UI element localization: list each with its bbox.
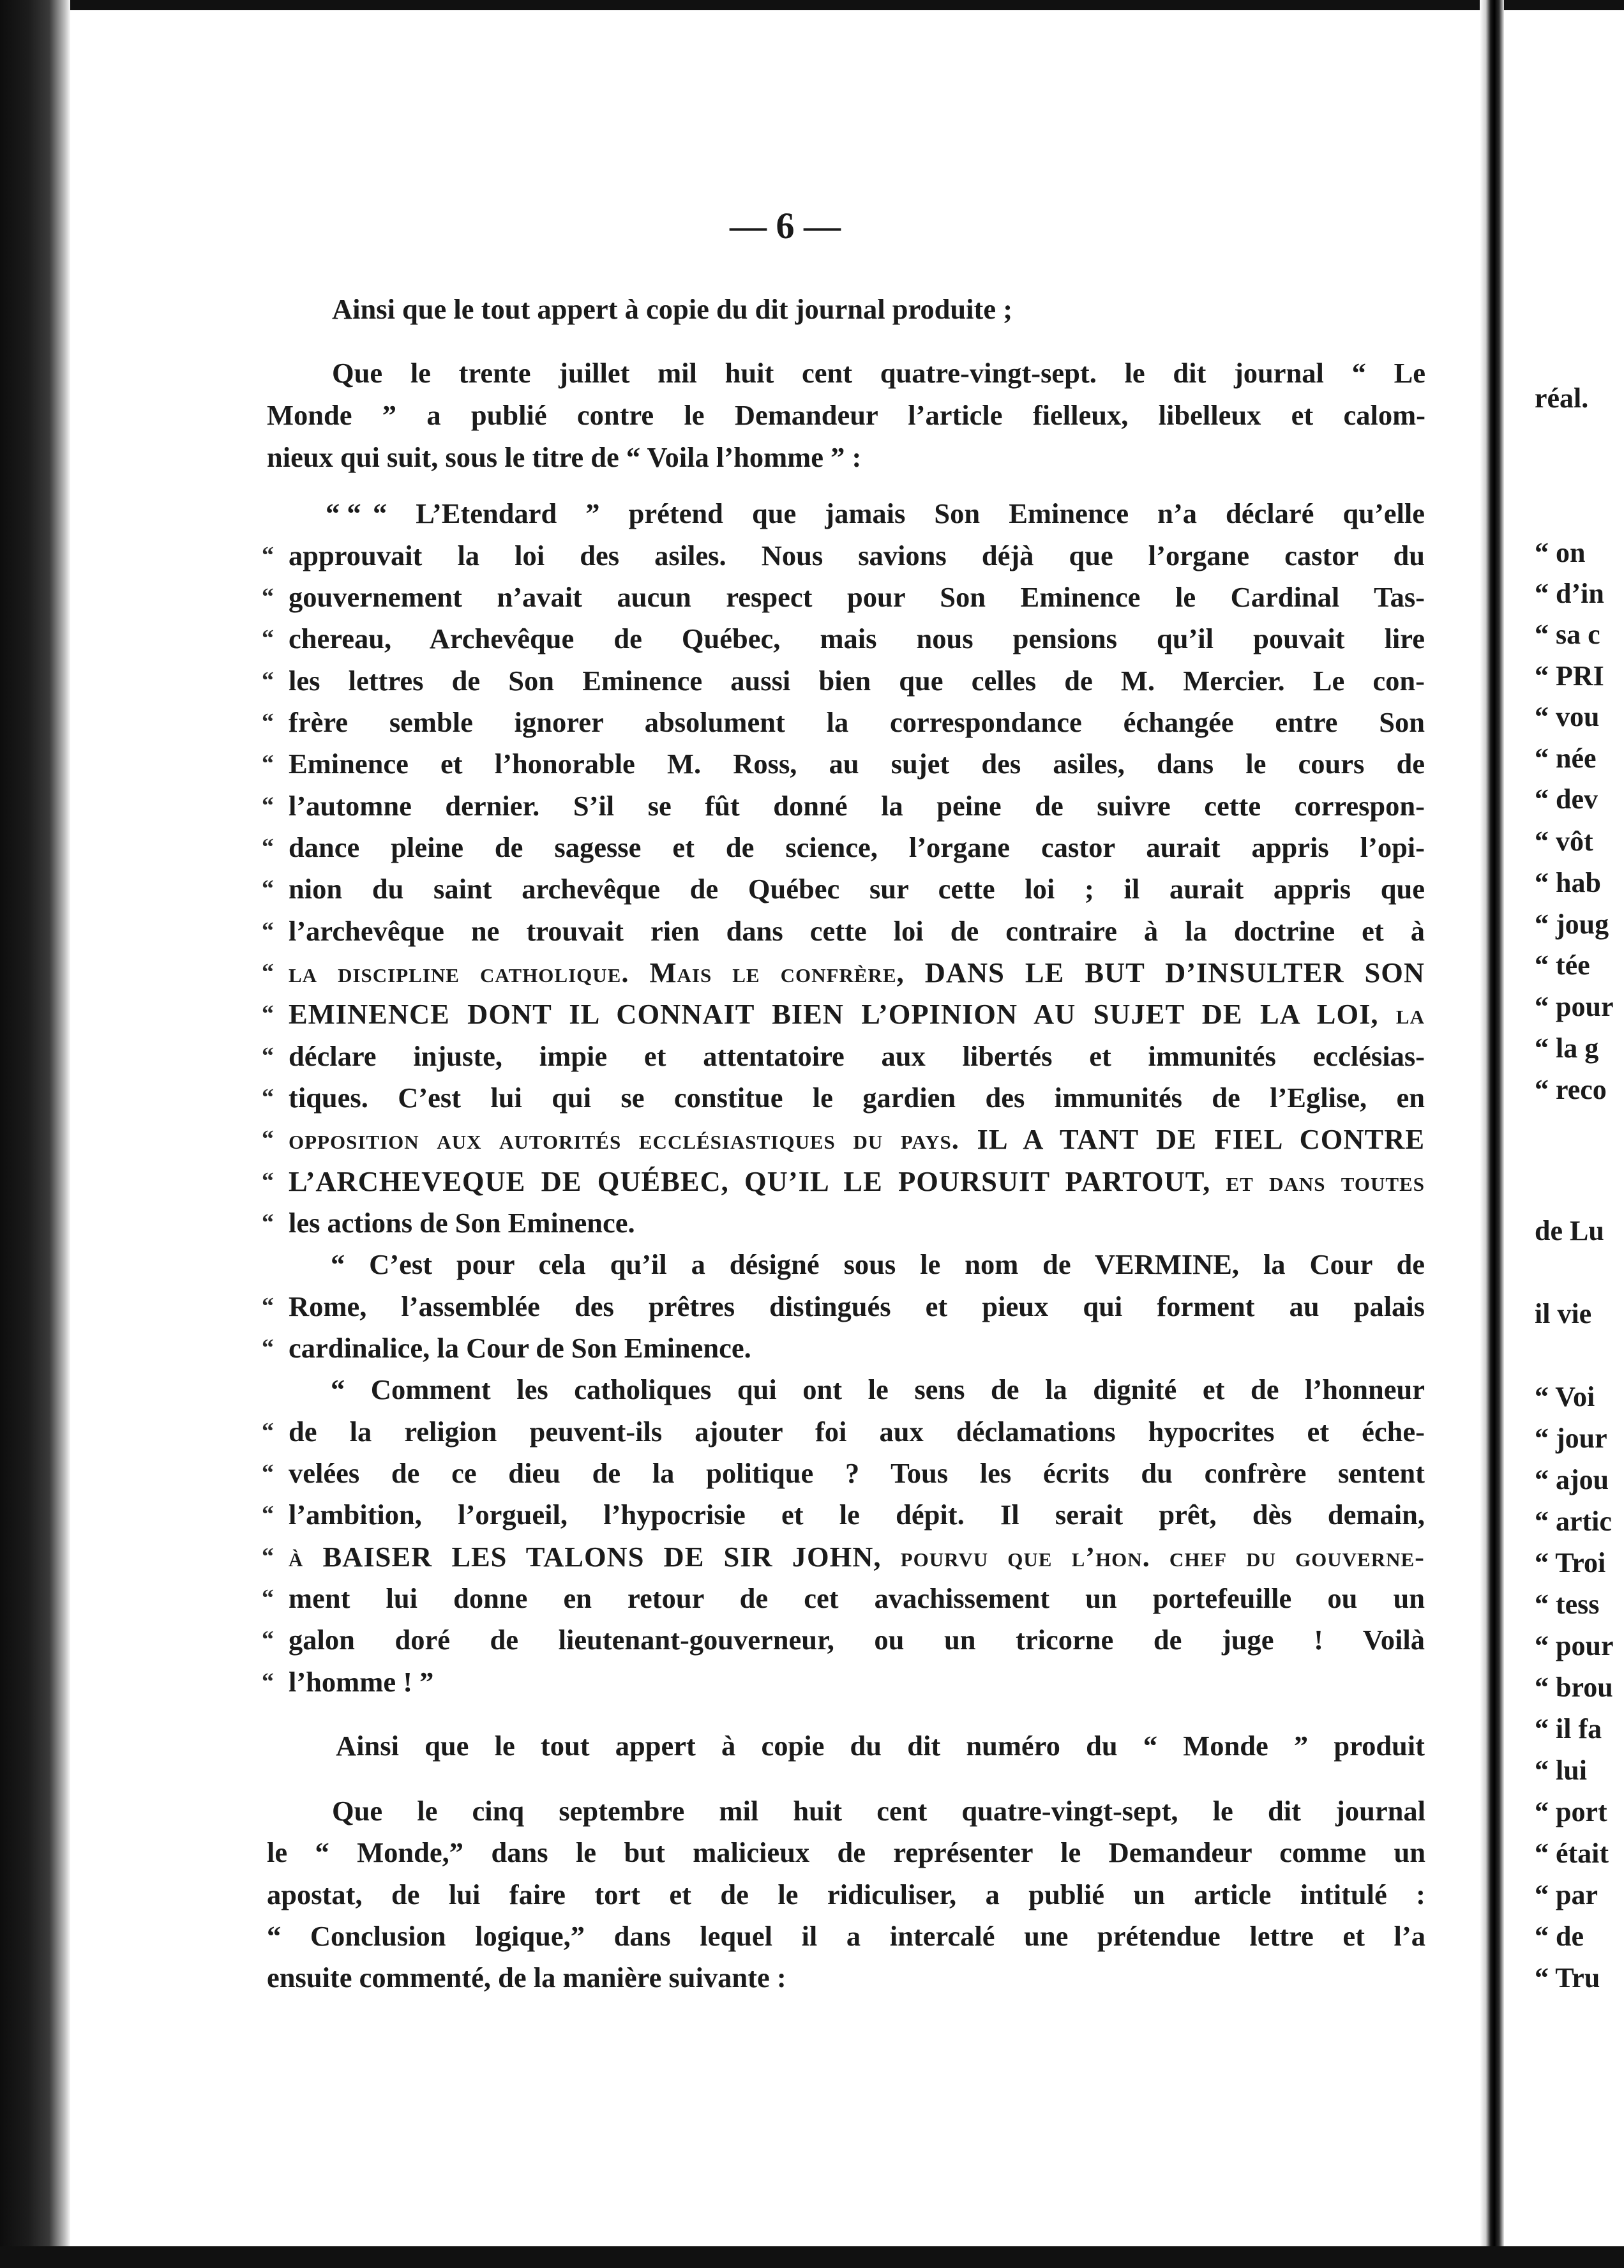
line-quote-mark: “ (262, 625, 274, 652)
line-quote-mark: “ (262, 1334, 274, 1361)
intro-line: Ainsi que le tout appert à copie du dit journal produite ; (332, 293, 1013, 325)
right-column-line: “ sa c (1535, 619, 1600, 650)
quote-open-mark: “ “ (326, 497, 361, 529)
book-gutter (1480, 0, 1504, 2268)
quote-line: dance pleine de sagesse et de science, l’organe castor aurait appris l’opi- (289, 831, 1425, 863)
line-quote-mark: “ (262, 709, 274, 736)
right-column-line: “ Voi (1535, 1381, 1595, 1412)
quote-line: galon doré de lieutenant-gouverneur, ou un tricorne de juge ! Voilà (289, 1624, 1425, 1656)
right-column-line: “ PRI (1535, 660, 1604, 692)
quote-line: les actions de Son Eminence. (289, 1207, 635, 1239)
page-number: — 6 — (730, 205, 841, 246)
closing-line: Ainsi que le tout appert à copie du dit numéro du “ Monde ” produit (336, 1730, 1425, 1762)
right-column-line: “ tess (1535, 1589, 1600, 1620)
quote-line: l’ambition, l’orgueil, l’hypocrisie et le dépit. Il serait prêt, dès demain, (289, 1499, 1425, 1531)
line-quote-mark: “ (262, 1460, 274, 1486)
line-quote-mark: “ (262, 1043, 274, 1070)
quote-line: à BAISER LES TALONS DE SIR JOHN, pourvu que l’hon. chef du gouverne- (289, 1541, 1425, 1573)
line-quote-mark: “ (262, 1626, 274, 1653)
right-column-line: “ hab (1535, 867, 1601, 898)
quote-line: approuvait la loi des asiles. Nous savions déjà que l’organe castor du (289, 540, 1425, 571)
quote-line: L’ARCHEVEQUE DE QUÉBEC, QU’IL LE POURSUIT PARTOUT, et dans toutes (289, 1165, 1425, 1197)
line-quote-mark: “ (262, 1585, 274, 1612)
quote-line: les lettres de Son Eminence aussi bien que celles de M. Mercier. Le con- (289, 665, 1425, 697)
right-column-line: “ joug (1535, 909, 1609, 940)
paragraph-2-line: apostat, de lui faire tort et de le ridiculiser, a publié un article intitulé : (267, 1879, 1425, 1910)
line-quote-mark: “ (262, 1126, 274, 1153)
quote-line: Eminence et l’honorable M. Ross, au sujet des asiles, dans le cours de (289, 748, 1425, 780)
line-quote-mark: “ (262, 1168, 274, 1195)
right-column-line: “ Troi (1535, 1547, 1606, 1578)
right-column-line: “ de (1535, 1921, 1584, 1952)
quote-line: EMINENCE DONT IL CONNAIT BIEN L’OPINION AU SUJET DE LA LOI, la (289, 998, 1425, 1030)
quote-line: gouvernement n’avait aucun respect pour Son Eminence le Cardinal Tas- (289, 581, 1425, 613)
right-column-line: “ artic (1535, 1506, 1612, 1537)
right-column-line: “ ajou (1535, 1464, 1609, 1495)
line-quote-mark: “ (262, 542, 274, 569)
right-column-line: “ d’in (1535, 578, 1604, 609)
right-column-line: “ pour (1535, 1630, 1614, 1661)
scan-border-top (0, 0, 1624, 10)
line-quote-mark: “ (262, 1293, 274, 1320)
right-column-line: “ port (1535, 1796, 1607, 1827)
right-column-line: “ jour (1535, 1423, 1607, 1454)
right-column-line: “ lui (1535, 1755, 1587, 1786)
right-column-line: “ était (1535, 1838, 1609, 1869)
quote-line: l’archevêque ne trouvait rien dans cette loi de contraire à la doctrine et à (289, 915, 1425, 947)
quote-line: déclare injuste, impie et attentatoire aux libertés et immunités ecclésias- (289, 1040, 1425, 1072)
quote-line: frère semble ignorer absolument la correspondance échangée entre Son (289, 706, 1425, 738)
quote-line: la discipline catholique. Mais le confrère, DANS LE BUT D’INSULTER SON (289, 956, 1425, 988)
quote-line: “ C’est pour cela qu’il a désigné sous le nom de VERMINE, la Cour de (331, 1248, 1425, 1280)
quote-line: de la religion peuvent-ils ajouter foi aux déclamations hypocrites et éche- (289, 1416, 1425, 1448)
line-quote-mark: “ (262, 1209, 274, 1236)
quote-line: “ Comment les catholiques qui ont le sens de la dignité et de l’honneur (331, 1373, 1425, 1405)
quote-line: chereau, Archevêque de Québec, mais nous pensions qu’il pouvait lire (289, 623, 1425, 654)
quote-line: cardinalice, la Cour de Son Eminence. (289, 1332, 751, 1364)
right-column-line: réal. (1535, 382, 1589, 414)
line-quote-mark: “ (262, 1418, 274, 1445)
line-quote-mark: “ (262, 834, 274, 861)
scan-border-bottom (0, 2246, 1624, 2268)
quote-line: “ L’Etendard ” prétend que jamais Son Eminence n’a déclaré qu’elle (373, 497, 1425, 529)
right-column-line: “ tée (1535, 949, 1590, 981)
paragraph-2-line: ensuite commenté, de la manière suivante : (267, 1962, 786, 1993)
paragraph-1-line: nieux qui suit, sous le titre de “ Voila l’homme ” : (267, 441, 862, 473)
quote-line: l’automne dernier. S’il se fût donné la peine de suivre cette correspon- (289, 790, 1425, 822)
line-quote-mark: “ (262, 875, 274, 902)
quote-line: l’homme ! ” (289, 1666, 434, 1698)
right-column-line: “ reco (1535, 1074, 1607, 1105)
quote-line: ment lui donne en retour de cet avachissement un portefeuille ou un (289, 1582, 1425, 1614)
right-column-line: “ la g (1535, 1032, 1599, 1064)
right-column-line: “ née (1535, 743, 1597, 774)
right-column-line: “ pour (1535, 991, 1614, 1022)
line-quote-mark: “ (262, 1543, 274, 1570)
line-quote-mark: “ (262, 1084, 274, 1111)
right-column-line: “ vôt (1535, 826, 1593, 857)
right-column-line: “ il fa (1535, 1713, 1602, 1744)
line-quote-mark: “ (262, 1001, 274, 1027)
right-column-line: “ vou (1535, 701, 1600, 732)
line-quote-mark: “ (262, 918, 274, 944)
quote-line: velées de ce dieu de la politique ? Tous les écrits du confrère sentent (289, 1457, 1425, 1489)
right-column-line: “ brou (1535, 1672, 1613, 1703)
right-column-line: “ Tru (1535, 1962, 1600, 1993)
line-quote-mark: “ (262, 792, 274, 819)
line-quote-mark: “ (262, 1501, 274, 1528)
quote-line: Rome, l’assemblée des prêtres distingués et pieux qui forment au palais (289, 1290, 1425, 1322)
quote-line: tiques. C’est lui qui se constitue le gardien des immunités de l’Eglise, en (289, 1082, 1425, 1114)
line-quote-mark: “ (262, 750, 274, 777)
paragraph-2-line: Que le cinq septembre mil huit cent quatre-vingt-sept, le dit journal (332, 1795, 1425, 1827)
paragraph-1-line: Que le trente juillet mil huit cent quatre-vingt-sept. le dit journal “ Le (332, 357, 1425, 389)
line-quote-mark: “ (262, 1668, 274, 1695)
quote-line: opposition aux autorités ecclésiastiques du pays. IL A TANT DE FIEL CONTRE (289, 1123, 1425, 1155)
right-column-line: il vie (1535, 1298, 1592, 1329)
line-quote-mark: “ (262, 667, 274, 694)
line-quote-mark: “ (262, 584, 274, 610)
line-quote-mark: “ (262, 959, 274, 986)
right-column-line: “ dev (1535, 783, 1598, 815)
paragraph-1-line: Monde ” a publié contre le Demandeur l’article fielleux, libelleux et calom- (267, 399, 1425, 431)
right-column-line: de Lu (1535, 1215, 1604, 1246)
scan-border-left (0, 0, 70, 2268)
quote-line: nion du saint archevêque de Québec sur cette loi ; il aurait appris que (289, 873, 1425, 905)
paragraph-2-line: le “ Monde,” dans le but malicieux de représenter le Demandeur comme un (267, 1836, 1425, 1868)
right-column-line: “ on (1535, 537, 1586, 568)
right-column-line: “ par (1535, 1879, 1598, 1910)
paragraph-2-line: “ Conclusion logique,” dans lequel il a intercalé une prétendue lettre et l’a (267, 1920, 1425, 1952)
